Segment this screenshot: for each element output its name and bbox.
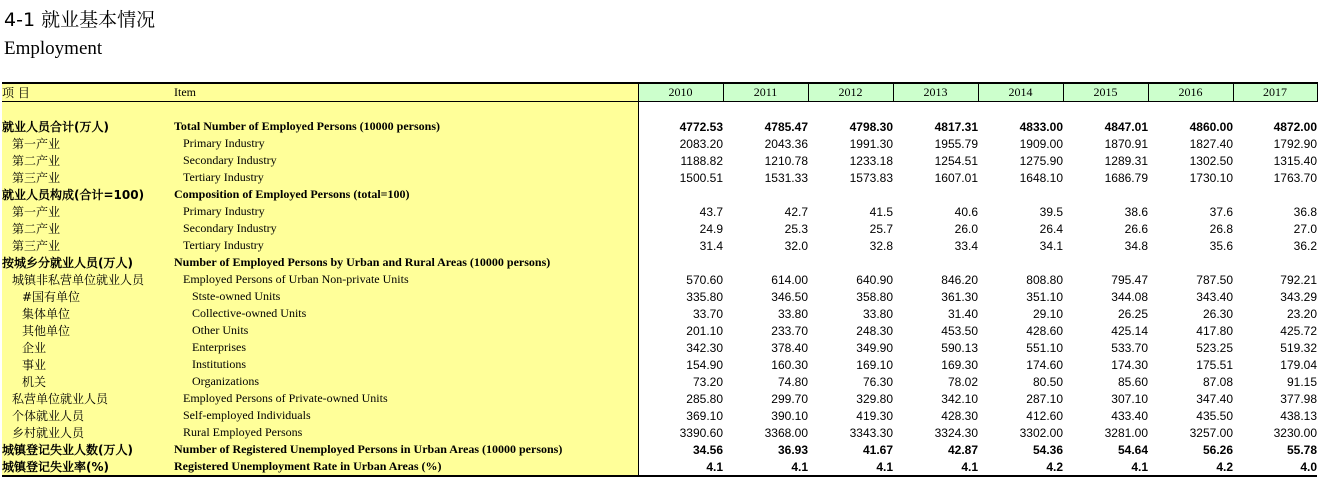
cell-value-2016: 3257.00 [1189,425,1233,440]
spacer-cn [2,102,174,119]
cell-value-2011: 33.80 [777,306,808,321]
table-row [2,203,1317,220]
cell-value-2016: 1827.40 [1189,136,1233,151]
cell-value-2012: 329.80 [856,391,893,406]
cell-value-2013: 453.50 [941,323,978,338]
cell-value-2017: 377.98 [1280,391,1317,406]
table-row [2,271,1317,288]
row-label-en: Self-employed Individuals [174,407,638,424]
cell-value-2010: 31.4 [699,238,723,253]
cell-value-2011 [723,186,808,203]
cell-value-2014: 174.60 [1026,357,1063,372]
header-row [2,83,1317,102]
year-header-2014: 2014 [978,83,1063,102]
cell-value-2011: 42.7 [784,204,808,219]
row-label-en: Stste-owned Units [174,288,638,305]
table-row [2,152,1317,169]
cell-value-2016: 417.80 [1196,323,1233,338]
cell-value-2017: 343.29 [1280,289,1317,304]
cell-value-2017: 519.32 [1280,340,1317,355]
cell-value-2015: 4.1 [1063,458,1148,476]
spacer-values [638,102,1317,119]
cell-value-2011: 32.0 [784,238,808,253]
cell-value-2015: 26.25 [1117,306,1148,321]
row-label-en: Collective-owned Units [174,305,638,322]
cell-value-2010: 73.20 [692,374,723,389]
cell-value-2012: 1573.83 [849,170,893,185]
cell-value-2010: 335.80 [686,289,723,304]
cell-value-2011: 74.80 [777,374,808,389]
cell-value-2016: 435.50 [1196,408,1233,423]
cell-value-2013: 590.13 [941,340,978,355]
cell-value-2012 [808,254,893,271]
cell-value-2013: 846.20 [941,272,978,287]
cell-value-2011: 614.00 [771,272,808,287]
cell-value-2017: 36.2 [1293,238,1317,253]
cell-value-2011 [723,254,808,271]
cell-value-2012: 1233.18 [849,153,893,168]
cell-value-2015: 1289.31 [1104,153,1148,168]
cell-value-2013: 1607.01 [934,170,978,185]
cell-value-2017: 1315.40 [1273,153,1317,168]
table-title-en: Employment [4,38,103,59]
cell-value-2015: 38.6 [1124,204,1148,219]
cell-value-2012: 358.80 [856,289,893,304]
cell-value-2016: 347.40 [1196,391,1233,406]
year-header-2013: 2013 [893,83,978,102]
cell-value-2013: 42.87 [947,442,978,457]
cell-value-2015: 54.64 [1117,442,1148,457]
cell-value-2013: 1955.79 [934,136,978,151]
cell-value-2017: 36.8 [1293,204,1317,219]
cell-value-2016: 1730.10 [1189,170,1233,185]
cell-value-2013: 4.1 [893,458,978,476]
cell-value-2010: 285.80 [686,391,723,406]
cell-value-2012: 76.30 [862,374,893,389]
cell-value-2016: 35.6 [1209,238,1233,253]
row-label-cn: 个体就业人员 [2,407,174,424]
cell-value-2014: 39.5 [1039,204,1063,219]
cell-value-2014: 26.4 [1039,221,1063,236]
cell-value-2013: 33.4 [954,238,978,253]
cell-value-2010: 24.9 [699,221,723,236]
table-row [2,356,1317,373]
year-header-2011: 2011 [723,83,808,102]
cell-value-2015 [1063,186,1148,203]
cell-value-2016: 343.40 [1196,289,1233,304]
row-label-cn: 事业 [2,356,174,373]
row-label-en: Primary Industry [174,135,638,152]
cell-value-2012: 4798.30 [849,119,893,134]
cell-value-2014: 1909.00 [1019,136,1063,151]
table-row [2,339,1317,356]
cell-value-2010: 43.7 [699,204,723,219]
cell-value-2010: 3390.60 [679,425,723,440]
cell-value-2013: 342.10 [941,391,978,406]
row-label-en: Secondary Industry [174,152,638,169]
cell-value-2013: 78.02 [947,374,978,389]
cell-value-2010: 4.1 [638,458,723,476]
cell-value-2014: 4833.00 [1019,119,1063,134]
cell-value-2013: 31.40 [947,306,978,321]
cell-value-2010: 2083.20 [679,136,723,151]
cell-value-2016: 26.30 [1202,306,1233,321]
cell-value-2012: 349.90 [856,340,893,355]
cell-value-2014: 80.50 [1032,374,1063,389]
cell-value-2015: 4847.01 [1104,119,1148,134]
year-header-2010: 2010 [638,83,723,102]
row-label-cn: 按城乡分就业人员(万人) [2,254,174,271]
row-label-en: Organizations [174,373,638,390]
cell-value-2016 [1148,186,1233,203]
table-row [2,305,1317,322]
cell-value-2017: 438.13 [1280,408,1317,423]
cell-value-2017: 4872.00 [1273,119,1317,134]
cell-value-2010: 369.10 [686,408,723,423]
row-label-cn: 第三产业 [2,237,174,254]
cell-value-2011: 25.3 [784,221,808,236]
row-label-cn: 乡村就业人员 [2,424,174,441]
spacer-en [174,102,638,119]
cell-value-2011: 3368.00 [764,425,808,440]
cell-value-2012 [808,186,893,203]
cell-value-2012: 248.30 [856,323,893,338]
row-label-cn: 就业人员构成(合计=100) [2,186,174,203]
row-label-en: Registered Unemployment Rate in Urban Areas (%) [174,458,638,476]
cell-value-2017: 425.72 [1280,323,1317,338]
cell-value-2014: 351.10 [1026,289,1063,304]
row-label-en: Secondary Industry [174,220,638,237]
cell-value-2011: 390.10 [771,408,808,423]
cell-value-2010: 201.10 [686,323,723,338]
cell-value-2015 [1063,254,1148,271]
cell-value-2012: 41.5 [869,204,893,219]
cell-value-2013: 361.30 [941,289,978,304]
cell-value-2014 [978,254,1063,271]
cell-value-2015: 174.30 [1111,357,1148,372]
row-label-en: Rural Employed Persons [174,424,638,441]
row-label-en: Institutions [174,356,638,373]
cell-value-2016 [1148,254,1233,271]
row-label-cn: 第二产业 [2,152,174,169]
cell-value-2017: 4.0 [1233,458,1317,476]
cell-value-2013: 26.0 [954,221,978,236]
table-row [2,118,1317,135]
cell-value-2010 [638,254,723,271]
cell-value-2012: 169.10 [856,357,893,372]
row-label-cn: 其他单位 [2,322,174,339]
cell-value-2013: 40.6 [954,204,978,219]
header-item-en: Item [174,83,638,102]
row-label-cn: #国有单位 [2,288,174,305]
cell-value-2016: 523.25 [1196,340,1233,355]
row-label-cn: 第一产业 [2,135,174,152]
cell-value-2014: 34.1 [1039,238,1063,253]
table-row [2,322,1317,339]
table-row [2,288,1317,305]
cell-value-2014: 808.80 [1026,272,1063,287]
table-row [2,220,1317,237]
cell-value-2016: 26.8 [1209,221,1233,236]
row-label-cn: 城镇登记失业人数(万人) [2,441,174,458]
row-label-cn: 城镇非私营单位就业人员 [2,271,174,288]
cell-value-2015: 533.70 [1111,340,1148,355]
year-header-2015: 2015 [1063,83,1148,102]
cell-value-2017: 1763.70 [1273,170,1317,185]
cell-value-2017: 179.04 [1280,357,1317,372]
cell-value-2015: 433.40 [1111,408,1148,423]
cell-value-2013: 3324.30 [934,425,978,440]
cell-value-2012: 41.67 [862,442,893,457]
cell-value-2014: 428.60 [1026,323,1063,338]
cell-value-2015: 85.60 [1117,374,1148,389]
cell-value-2017: 3230.00 [1273,425,1317,440]
cell-value-2014: 287.10 [1026,391,1063,406]
cell-value-2010: 33.70 [692,306,723,321]
cell-value-2010: 1500.51 [679,170,723,185]
cell-value-2014 [978,186,1063,203]
cell-value-2011: 299.70 [771,391,808,406]
table-row [2,135,1317,152]
row-label-en: Composition of Employed Persons (total=100) [174,186,638,203]
cell-value-2010: 34.56 [692,442,723,457]
row-label-en: Enterprises [174,339,638,356]
table-row [2,373,1317,390]
year-header-2012: 2012 [808,83,893,102]
table-title-cn: 4-1 就业基本情况 [4,9,156,31]
cell-value-2014: 54.36 [1032,442,1063,457]
cell-value-2017: 23.20 [1286,306,1317,321]
cell-value-2012: 32.8 [869,238,893,253]
cell-value-2015: 307.10 [1111,391,1148,406]
row-label-cn: 就业人员合计(万人) [2,118,174,135]
row-label-en: Tertiary Industry [174,169,638,186]
table-row [2,169,1317,186]
cell-value-2010 [638,186,723,203]
cell-value-2017: 27.0 [1293,221,1317,236]
cell-value-2016: 4.2 [1148,458,1233,476]
year-header-2017: 2017 [1233,83,1317,102]
cell-value-2016: 56.26 [1202,442,1233,457]
row-label-cn: 企业 [2,339,174,356]
cell-value-2016: 787.50 [1196,272,1233,287]
cell-value-2013 [893,254,978,271]
cell-value-2015: 1686.79 [1104,170,1148,185]
cell-value-2014: 1648.10 [1019,170,1063,185]
table-row [2,254,1317,271]
table-row [2,390,1317,407]
cell-value-2012: 419.30 [856,408,893,423]
row-label-cn: 城镇登记失业率(%) [2,458,174,476]
cell-value-2015: 344.08 [1111,289,1148,304]
cell-value-2013: 428.30 [941,408,978,423]
cell-value-2011: 160.30 [771,357,808,372]
row-label-en: Tertiary Industry [174,237,638,254]
cell-value-2014: 29.10 [1032,306,1063,321]
cell-value-2014: 551.10 [1026,340,1063,355]
cell-value-2011: 2043.36 [764,136,808,151]
row-label-cn: 私营单位就业人员 [2,390,174,407]
cell-value-2012: 640.90 [856,272,893,287]
cell-value-2010: 570.60 [686,272,723,287]
cell-value-2017 [1233,186,1317,203]
row-label-en: Number of Employed Persons by Urban and Rural Areas (10000 persons) [174,254,638,271]
cell-value-2015: 795.47 [1111,272,1148,287]
cell-value-2016: 37.6 [1209,204,1233,219]
row-label-cn: 第三产业 [2,169,174,186]
row-label-en: Total Number of Employed Persons (10000 persons) [174,118,638,135]
table-body [2,83,1317,476]
cell-value-2011: 4785.47 [764,119,808,134]
cell-value-2010: 342.30 [686,340,723,355]
cell-value-2016: 1302.50 [1189,153,1233,168]
table-row [2,441,1317,458]
header-item-cn: 项 目 [2,83,174,102]
cell-value-2012: 25.7 [869,221,893,236]
cell-value-2016: 4860.00 [1189,119,1233,134]
cell-value-2010: 1188.82 [680,153,723,168]
row-label-cn: 第一产业 [2,203,174,220]
row-label-en: Employed Persons of Urban Non-private Units [174,271,638,288]
cell-value-2012: 3343.30 [849,425,893,440]
cell-value-2015: 26.6 [1124,221,1148,236]
cell-value-2012: 33.80 [862,306,893,321]
row-label-en: Number of Registered Unemployed Persons in Urban Areas (10000 persons) [174,441,638,458]
cell-value-2015: 34.8 [1124,238,1148,253]
cell-value-2011: 1210.78 [764,153,808,168]
cell-value-2010: 154.90 [686,357,723,372]
cell-value-2017: 91.15 [1286,374,1317,389]
cell-value-2013: 4817.31 [934,119,978,134]
cell-value-2015: 3281.00 [1104,425,1148,440]
cell-value-2016: 87.08 [1202,374,1233,389]
table-row [2,407,1317,424]
cell-value-2015: 1870.91 [1104,136,1148,151]
spacer-row [2,102,1317,119]
cell-value-2013 [893,186,978,203]
cell-value-2011: 4.1 [723,458,808,476]
cell-value-2011: 1531.33 [764,170,808,185]
table-row [2,458,1317,476]
cell-value-2014: 1275.90 [1019,153,1063,168]
cell-value-2017: 792.21 [1280,272,1317,287]
row-label-en: Employed Persons of Private-owned Units [174,390,638,407]
cell-value-2010: 4772.53 [679,119,723,134]
cell-value-2014: 4.2 [978,458,1063,476]
cell-value-2017: 1792.90 [1273,136,1317,151]
cell-value-2012: 4.1 [808,458,893,476]
year-header-2016: 2016 [1148,83,1233,102]
cell-value-2011: 378.40 [771,340,808,355]
cell-value-2014: 412.60 [1026,408,1063,423]
cell-value-2017: 55.78 [1286,442,1317,457]
cell-value-2011: 233.70 [771,323,808,338]
employment-table [2,82,1318,477]
row-label-cn: 第二产业 [2,220,174,237]
row-label-cn: 集体单位 [2,305,174,322]
table-row [2,186,1317,203]
row-label-en: Other Units [174,322,638,339]
cell-value-2013: 169.30 [941,357,978,372]
cell-value-2017 [1233,254,1317,271]
cell-value-2013: 1254.51 [934,153,978,168]
cell-value-2011: 36.93 [777,442,808,457]
table-row [2,237,1317,254]
row-label-cn: 机关 [2,373,174,390]
cell-value-2014: 3302.00 [1019,425,1063,440]
table-row [2,424,1317,441]
cell-value-2012: 1991.30 [849,136,893,151]
row-label-en: Primary Industry [174,203,638,220]
cell-value-2016: 175.51 [1196,357,1233,372]
cell-value-2011: 346.50 [771,289,808,304]
cell-value-2015: 425.14 [1111,323,1148,338]
